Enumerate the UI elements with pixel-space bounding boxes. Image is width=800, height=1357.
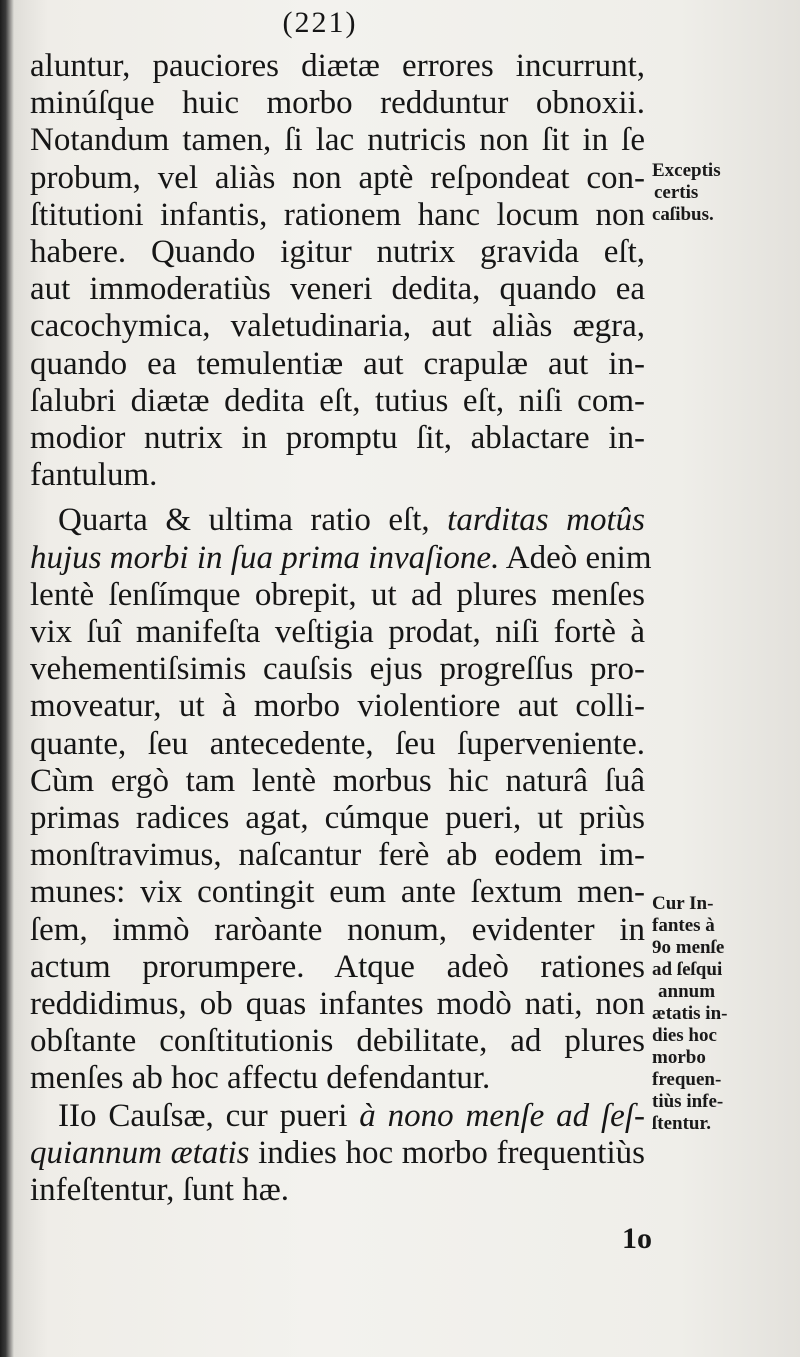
margin-note-line: ad ſeſqui: [652, 959, 723, 980]
text-line: fantulum.: [30, 457, 158, 494]
catchword: 1o: [622, 1222, 652, 1255]
margin-note-line: ſtentur.: [652, 1113, 711, 1134]
margin-note-line: Exceptis: [652, 160, 721, 181]
margin-note-2: [652, 893, 792, 1135]
margin-note-line: annum: [658, 981, 716, 1002]
text-line: minúſque huic morbo redduntur obnoxii.: [30, 85, 645, 122]
paragraph-2: [30, 502, 652, 1097]
text-line: habere. Quando igitur nutrix gravida eſt,: [30, 234, 645, 271]
text-line: infeſtentur, ſunt hæ.: [30, 1172, 289, 1209]
text-line: ſalubri diætæ dedita eſt, tutius eſt, niſi com-: [30, 382, 645, 419]
margin-note-1: [652, 160, 792, 226]
margin-note-line: frequen-: [652, 1069, 722, 1090]
margin-note-line: certis: [654, 182, 699, 203]
margin-note-line: morbo: [652, 1047, 706, 1068]
text-line: lentè ſenſímque obrepit, ut ad plures menſes: [30, 576, 645, 613]
paragraph-3: [30, 1098, 645, 1210]
text-line: quando ea temulentiæ aut crapulæ aut in-: [30, 345, 645, 382]
text-line: menſes ab hoc affectu defendantur.: [30, 1060, 491, 1097]
italic-text: hujus morbi in ſua prima invaſione.: [30, 539, 500, 576]
page-shadow-edge: [0, 0, 14, 1357]
margin-note-line: dies hoc: [652, 1025, 717, 1046]
margin-note-line: 9o menſe: [652, 937, 725, 958]
text-line: ſtitutioni infantis, rationem hanc locum non: [30, 196, 645, 233]
italic-text: quiannum ætatis: [30, 1134, 250, 1171]
text-line: aut immoderatiùs veneri dedita, quando ea: [30, 271, 645, 308]
text-line: vix ſuî manifeſta veſtigia prodat, niſi fortè à: [30, 614, 645, 651]
text-line: Cùm ergò tam lentè morbus hic naturâ ſuâ: [30, 762, 645, 799]
text-line: reddidimus, ob quas infantes modò nati, non: [30, 986, 645, 1023]
italic-text: tarditas motûs: [447, 502, 645, 539]
text-line: hujus morbi in ſua prima invaſione. Adeò enim: [30, 539, 652, 576]
margin-note-line: caſibus.: [652, 204, 714, 225]
text-line: quante, ſeu antecedente, ſeu ſuperveniente.: [30, 725, 645, 762]
text-line: quiannum ætatis indies hoc morbo frequentiùs: [30, 1134, 645, 1171]
margin-note-line: fantes à: [652, 915, 715, 936]
text-line: munes: vix contingit eum ante ſextum men-: [30, 874, 645, 911]
text-line: moveatur, ut à morbo violentiore aut colli-: [30, 688, 645, 725]
text-line: obſtante conſtitutionis debilitate, ad plures: [30, 1023, 645, 1060]
text-line: cacochymica, valetudinaria, aut aliàs ægra,: [30, 308, 645, 345]
text-line: primas radices agat, cúmque pueri, ut priùs: [30, 800, 645, 837]
paragraph-gap: [30, 494, 645, 502]
italic-text: à nono menſe ad ſeſ-: [359, 1097, 645, 1134]
paragraph-1: [30, 48, 645, 494]
text-line: Quarta & ultima ratio eſt, tarditas motûs: [58, 502, 645, 539]
text-line: vehementiſsimis cauſsis ejus progreſſus pro-: [30, 651, 645, 688]
text-line: modior nutrix in promptu ſit, ablactare in-: [30, 420, 645, 457]
page-number: (221): [282, 6, 358, 39]
text-line: Notandum tamen, ſi lac nutricis non ſit in ſe: [30, 122, 645, 159]
text-line: probum, vel aliàs non aptè reſpondeat con-: [30, 159, 645, 196]
margin-note-line: ætatis in-: [652, 1003, 728, 1024]
text-line: monſtravimus, naſcantur ferè ab eodem im-: [30, 837, 645, 874]
text-line: aluntur, pauciores diætæ errores incurrunt,: [30, 48, 645, 84]
text-line: ſem, immò raròante nonum, evidenter in: [30, 911, 645, 948]
text-line: actum prorumpere. Atque adeò rationes: [30, 948, 645, 985]
main-text: [30, 48, 652, 1209]
margin-note-line: tiùs infe-: [652, 1091, 724, 1112]
margin-note-line: Cur In-: [652, 893, 714, 914]
text-line: IIo Cauſsæ, cur pueri à nono menſe ad ſeſ-: [58, 1097, 645, 1134]
